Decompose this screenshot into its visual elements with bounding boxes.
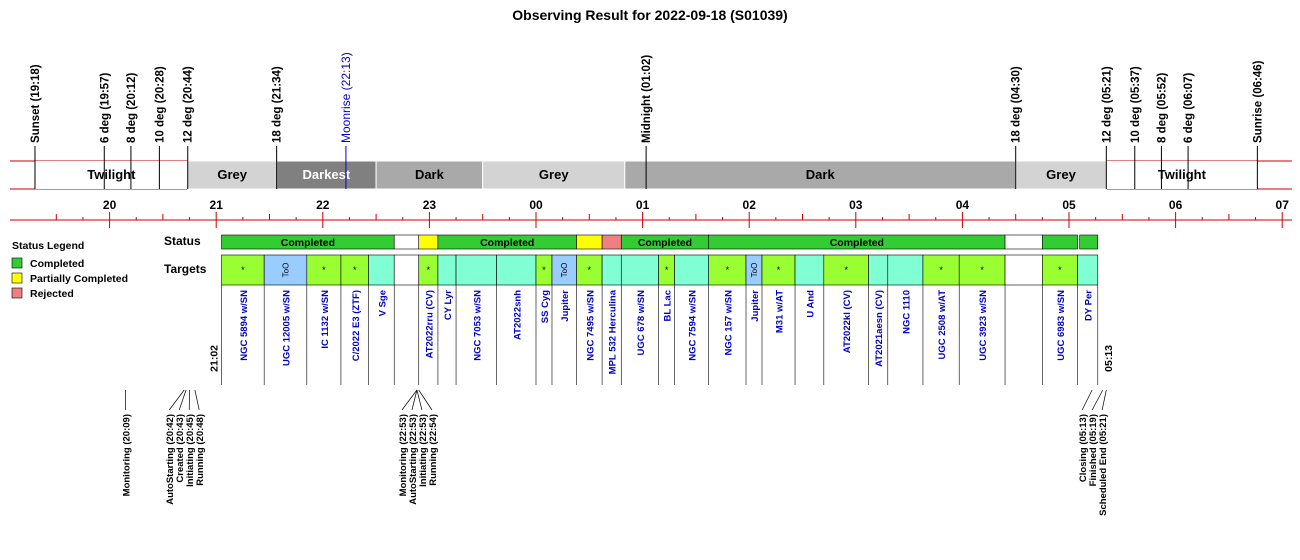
target-block (456, 255, 497, 285)
target-name: C/2022 E3 (ZTF) (350, 290, 362, 362)
target-name: NGC 7594 w/SN (687, 290, 699, 361)
sky-event-label: 8 deg (05:52) (1156, 72, 1169, 143)
target-block (675, 255, 709, 285)
target-block (1078, 255, 1098, 285)
targets-row (209, 255, 1115, 385)
target-block (1005, 255, 1042, 285)
target-mark: * (1058, 265, 1062, 275)
sky-event-label: 18 deg (04:30) (1010, 66, 1023, 143)
status-bar (1080, 235, 1098, 249)
target-block (394, 255, 419, 285)
target-name: Jupiter (749, 290, 761, 322)
target-name: BL Lac (662, 290, 674, 322)
sky-phase-label: Dark (414, 167, 444, 182)
target-name: Jupiter (560, 290, 572, 322)
target-block (438, 255, 456, 285)
target-name: IC 1132 w/SN (319, 290, 331, 349)
legend-swatch (12, 288, 22, 298)
status-bar (1042, 235, 1077, 249)
status-bar (394, 235, 419, 249)
target-too-mark: ToO (281, 262, 291, 278)
sky-phase-label: Grey (538, 167, 569, 182)
status-bar (577, 235, 603, 249)
legend-label: Rejected (30, 288, 74, 300)
sky-event-label: Moonrise (22:13) (338, 52, 353, 143)
sky-phase-label: Twilight (1157, 167, 1206, 182)
sky-phase-label: Dark (805, 167, 835, 182)
end-time-label: 05:13 (1102, 345, 1115, 372)
log-event-label: AutoStarting (22:53) (407, 414, 419, 505)
sky-event-label: 10 deg (05:37) (1129, 66, 1142, 143)
status-row (222, 235, 1098, 249)
target-name: UGC 2508 w/AT (937, 290, 949, 360)
target-name: AT2022kl (CV) (842, 290, 854, 354)
axis-tick-label: 00 (529, 198, 543, 212)
legend-swatch (12, 273, 22, 283)
sky-event-label: 10 deg (20:28) (154, 66, 167, 143)
log-event-label: Closing (05:13) (1078, 414, 1090, 483)
log-event-line (419, 390, 432, 410)
target-name: NGC 7053 w/SN (472, 290, 484, 361)
legend-label: Completed (30, 258, 85, 270)
sky-event-label: Midnight (01:02) (641, 54, 654, 143)
log-event-label: Finished (05:19) (1088, 414, 1100, 487)
axis-tick-label: 04 (955, 198, 970, 212)
axis-tick-label: 03 (849, 198, 863, 212)
log-event-line (195, 390, 199, 410)
sky-event-label: 6 deg (19:57) (99, 72, 112, 143)
target-name: UGC 678 w/SN (635, 290, 647, 356)
log-event-label: Scheduled End (05:21) (1098, 414, 1110, 516)
log-event-label: Monitoring (20:09) (121, 414, 133, 497)
log-event-line (169, 390, 184, 410)
sky-phase-label: Grey (217, 167, 248, 182)
log-event-line (1102, 390, 1106, 410)
log-event-label: Running (22:54) (427, 414, 439, 486)
target-mark: * (939, 265, 943, 275)
sky-phase-label: Twilight (87, 167, 136, 182)
axis-tick-label: 23 (422, 198, 437, 212)
axis-tick-label: 01 (635, 198, 650, 212)
status-legend (12, 240, 128, 300)
status-bar-label: Completed (480, 237, 535, 249)
target-name: DY Per (1083, 290, 1095, 321)
sky-event-label: 12 deg (05:21) (1101, 66, 1114, 143)
log-event-label: Initiating (22:53) (417, 414, 429, 487)
target-mark: * (776, 265, 781, 275)
target-name: UGC 12005 w/SN (281, 290, 293, 367)
axis-tick-label: 20 (102, 198, 117, 212)
sky-phase-band (10, 161, 1292, 189)
target-mark: * (426, 265, 431, 275)
target-block (888, 255, 923, 285)
log-event-label: Created (20:43) (175, 414, 187, 483)
log-event-label: Initiating (20:45) (185, 414, 197, 487)
sky-event-label: 12 deg (20:44) (182, 66, 195, 143)
log-event-label: Running (20:48) (195, 414, 207, 486)
axis-tick-label: 21 (209, 198, 223, 212)
target-name: NGC 5894 w/SN (238, 290, 250, 361)
legend-title: Status Legend (12, 240, 85, 252)
time-axis (10, 198, 1292, 228)
target-too-mark: ToO (560, 262, 570, 278)
target-name: UGC 6983 w/SN (1055, 290, 1067, 361)
target-mark: * (664, 265, 669, 275)
log-event-line (1082, 390, 1092, 410)
log-events (122, 390, 1110, 516)
target-name: V Sge (377, 290, 389, 317)
target-block (795, 255, 824, 285)
status-bar (602, 235, 621, 249)
status-bar-label: Completed (637, 237, 693, 249)
target-mark: * (980, 265, 984, 275)
axis-tick-label: 02 (742, 198, 756, 212)
targets-row-label: Targets (164, 262, 207, 276)
target-mark: * (542, 265, 546, 275)
target-name: NGC 7495 w/SN (585, 290, 597, 361)
log-event-line (179, 390, 186, 410)
axis-tick-label: 06 (1168, 198, 1183, 212)
target-name: UGC 3923 w/SN (978, 290, 990, 361)
target-name: AT2022rru (CV) (424, 290, 436, 359)
target-block (602, 255, 621, 285)
target-mark: * (587, 265, 592, 275)
target-name: SS Cyg (539, 290, 551, 324)
target-mark: * (844, 265, 848, 275)
target-name: MPL 532 Herculina (607, 290, 619, 375)
target-mark: * (322, 265, 326, 275)
sky-event-label: 18 deg (21:34) (271, 66, 284, 143)
sky-event-label: 8 deg (20:12) (125, 72, 138, 143)
sky-phase-label: Darkest (302, 167, 351, 182)
target-name: U And (805, 290, 817, 318)
target-block (869, 255, 888, 285)
target-name: M31 w/AT (774, 290, 786, 334)
status-bar (1005, 235, 1042, 249)
axis-tick-label: 05 (1062, 198, 1076, 212)
log-event-line (417, 390, 422, 410)
status-bar-label: Completed (829, 237, 884, 249)
target-mark: * (353, 265, 357, 275)
sky-phase-label: Grey (1046, 167, 1076, 182)
target-name: AT2022snh (512, 290, 524, 340)
sky-event-label: Sunrise (06:46) (1252, 60, 1265, 143)
status-bar-label: Completed (280, 237, 336, 249)
sky-event-label: 6 deg (06:07) (1183, 72, 1196, 143)
target-name: NGC 1110 (901, 290, 913, 334)
status-row-label: Status (164, 234, 201, 248)
target-mark: * (725, 265, 730, 275)
log-event-label: AutoStarting (20:42) (165, 414, 177, 505)
axis-tick-label: 22 (316, 198, 330, 212)
legend-label: Partially Completed (30, 273, 129, 285)
legend-swatch (12, 258, 22, 268)
status-bar (419, 235, 438, 249)
sky-event-label: Sunset (19:18) (29, 64, 42, 143)
axis-tick-label: 07 (1275, 198, 1289, 212)
log-event-label: Monitoring (22:53) (397, 414, 409, 497)
target-name: AT2021aesn (CV) (874, 290, 886, 367)
target-block (621, 255, 658, 285)
start-time-label: 21:02 (208, 345, 221, 372)
target-mark: * (241, 265, 245, 275)
target-too-mark: ToO (749, 262, 759, 278)
target-block (369, 255, 395, 285)
log-event-line (1092, 390, 1103, 410)
target-block (497, 255, 536, 285)
target-name: NGC 157 w/SN (723, 290, 735, 356)
chart-title: Observing Result for 2022-09-18 (S01039) (512, 7, 788, 23)
target-name: CY Lyr (442, 290, 454, 321)
